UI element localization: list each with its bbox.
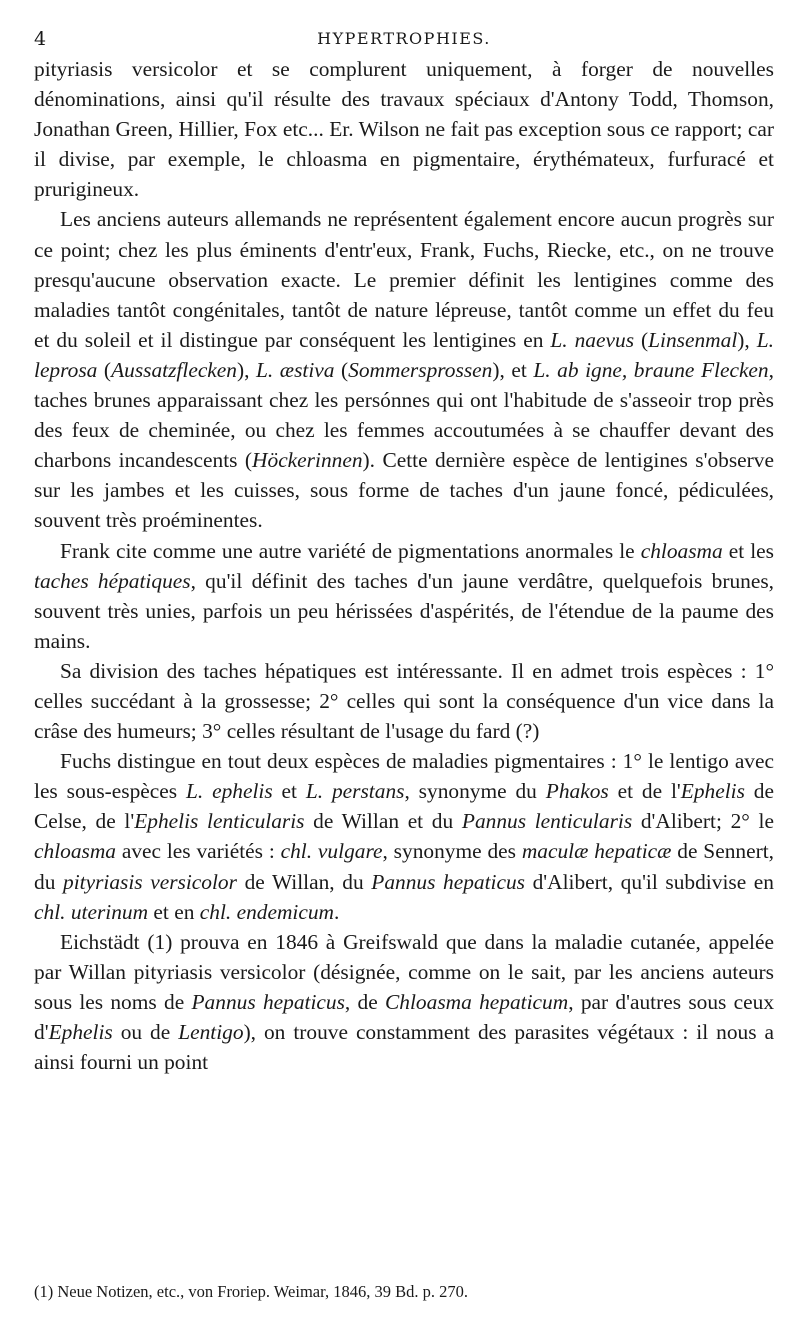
italic-text: Linsenmal [648,327,738,352]
text-run: de Sennert, du [34,839,774,894]
footnote: (1) Neue Notizen, etc., von Froriep. Weimar, 1846, 39 Bd. p. 270. [34,1282,468,1301]
paragraph [34,204,774,535]
text-run: ), on trouve constamment des parasites végétaux : il nous a ainsi fourni un point [34,1020,774,1075]
page-number: 4 [34,28,48,50]
text-run: ), [737,327,757,352]
text-run: de Willan, du [236,869,372,894]
text-run: Sa division des taches hépatiques est intéressante. Il en admet trois espèces : 1° celles succédant à la grossesse; 2° celles qui sont la conséquence d'un vice dans la crâse des humeurs; 3° celles résultant de l'usage du fard (?) [34,658,774,744]
paragraph [34,927,774,1077]
italic-text: maculæ hepaticæ [521,839,672,864]
paragraph [34,656,774,746]
running-head [34,22,774,52]
text-run: . [334,899,340,924]
text-run: ), [237,357,257,382]
text-run: ). Cette dernière espèce de lentigines s'observe sur les jambes et les cuisses, sous forme de taches d'un jaune foncé, pédiculées, souvent très proéminentes. [34,448,774,533]
text-run: Fuchs distingue en tout deux espèces de maladies pigmentaires : 1° le lentigo avec les sous-espèces [34,749,774,804]
paragraph [34,536,774,656]
text-run: , taches brunes apparaissant chez les persónnes qui ont l'habitude de s'asseoir trop près des feux de cheminée, ou chez les femmes accoutumées à se chauffer devant des charbons incandescents ( [34,357,774,473]
text-run: d'Alibert, qu'il subdivise en [525,869,774,894]
italic-text: Pannus hepaticus [191,989,345,1014]
italic-text: Phakos [545,779,609,804]
italic-text: chloasma [640,538,723,563]
italic-text: chl. uterinum [34,899,149,924]
italic-text: Pannus hepaticus [371,869,525,894]
text-run: pityriasis versicolor et se complurent uniquement, à forger de nouvelles dénominations, ainsi qu'il résulte des travaux spéciaux d'Antony Todd, Thomson, Jonathan Green, Hillier, Fox etc... Er. Wilson ne fait pas exception sous ce rapport; car il divise, par exemple, le chloasma en pigmentaire, érythémateux, furfuracé et prurigineux. [34,57,774,202]
italic-text: L. æstiva [256,357,335,382]
text-run: , qu'il définit des taches d'un jaune verdâtre, quelquefois brunes, souvent très unies, parfois un peu hérissées d'aspérités, de l'étendue de la paume des mains. [34,568,774,653]
italic-text: Höckerinnen [252,448,363,473]
italic-text: L. naevus [550,327,635,352]
italic-text: L. ephelis [185,779,273,804]
italic-text: Ephelis [680,779,745,804]
text-run: et [272,779,306,804]
italic-text: chl. endemicum [199,899,334,924]
text-run: ou de [112,1020,179,1044]
text-run: et de l' [608,779,681,804]
paragraph [34,54,774,204]
text-run: , de [344,989,386,1014]
italic-text: chloasma [34,839,116,864]
text-run: , synonyme du [404,779,546,804]
italic-text: Aussatzflecken [111,357,237,382]
italic-text: Lentigo [178,1020,244,1044]
text-run: ( [334,357,349,382]
italic-text: Ephelis lenticularis [134,809,305,834]
text-run: avec les variétés : [116,839,281,864]
text-run: Les anciens auteurs allemands ne représentent également encore aucun progrès sur ce point; chez les plus éminents d'entr'eux, Frank, Fuchs, Riecke, etc., on ne trouve presqu'aucune observation exacte. Le premier définit les lentigines comme des maladies tantôt congénitales, tantôt de nature lépreuse, tantôt comme un effet du feu et du soleil et il distingue par conséquent les lentigines en [34,207,774,352]
italic-text: Ephelis [48,1020,113,1044]
text-run: et en [148,899,200,924]
paragraph [34,746,774,927]
italic-text: Pannus lenticularis [461,809,633,834]
header-title: HYPERTROPHIES. [317,29,491,48]
text-run: Frank cite comme une autre variété de pigmentations anormales le [60,538,641,563]
text-run: de Celse, de l' [34,779,774,834]
text-run: et les [722,538,774,563]
text-run: , synonyme des [382,839,522,864]
text-run: ( [97,357,112,382]
text-run: d'Alibert; 2° le [632,809,774,834]
text-run: Eichstädt (1) prouva en 1846 à Greifswald que dans la maladie cutanée, appelée par Willan pityriasis versicolor (désignée, comme on le sait, par les anciens auteurs sous les noms de [34,929,774,1014]
italic-text: pityriasis versicolor [63,869,237,894]
text-run: de Willan et du [304,809,462,834]
text-run: , par d'autres sous ceux d' [34,989,775,1044]
italic-text: L. ab igne, braune Flecken [533,357,769,382]
italic-text: L. perstans [305,779,405,804]
italic-text: Chloasma hepaticum [385,989,569,1014]
italic-text: taches hépatiques [34,568,191,593]
italic-text: L. leprosa [34,327,774,382]
text-run: ( [634,327,649,352]
body-text [34,54,774,1077]
italic-text: chl. vulgare [280,839,383,864]
text-run: ), et [492,357,534,382]
italic-text: Sommersprossen [348,357,493,382]
